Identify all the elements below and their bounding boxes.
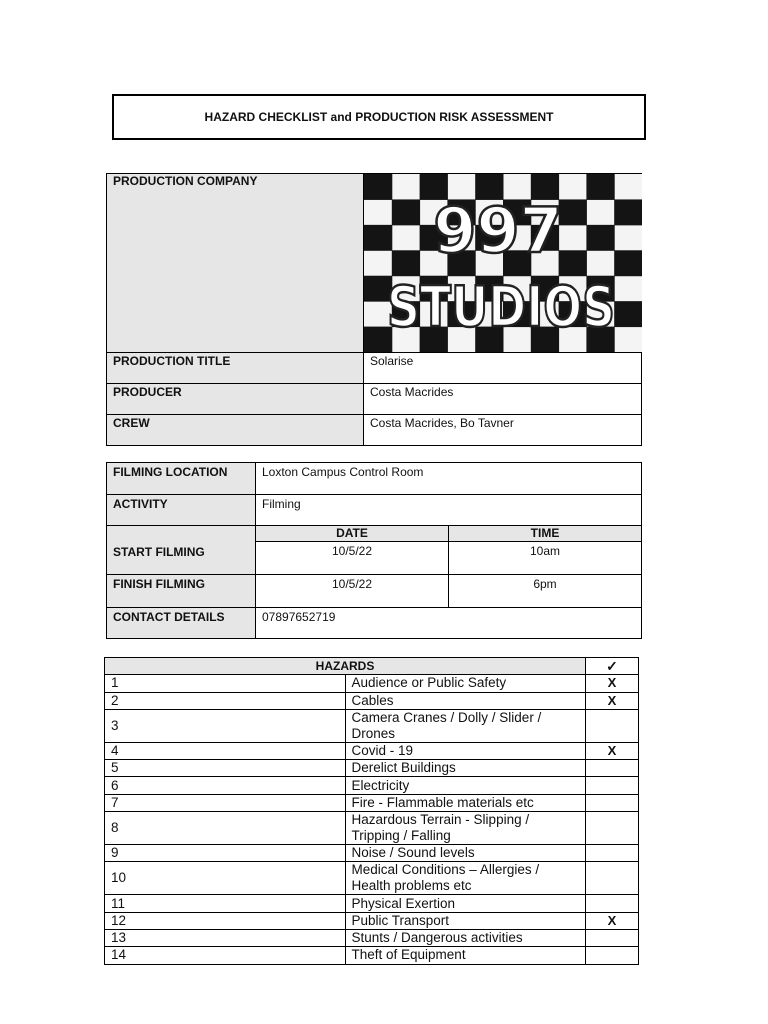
filming-location-value: Loxton Campus Control Room [256, 463, 642, 495]
hazard-number: 8 [105, 812, 346, 845]
hazard-row [105, 777, 639, 794]
filming-location-label: FILMING LOCATION [107, 463, 256, 495]
contact-details-value: 07897652719 [256, 608, 642, 639]
logo-checker-square [614, 199, 642, 225]
hazard-name: Covid - 19 [345, 742, 586, 759]
production-title-label: PRODUCTION TITLE [107, 353, 364, 384]
production-title-value: Solarise [364, 353, 642, 384]
hazard-row [105, 709, 639, 742]
document-title: HAZARD CHECKLIST and PRODUCTION RISK ASSESSMENT [112, 94, 646, 140]
hazard-row [105, 742, 639, 759]
hazard-row [105, 845, 639, 862]
hazard-name: Fire - Flammable materials etc [345, 794, 586, 811]
logo-checker-square [364, 225, 392, 251]
hazard-row [105, 760, 639, 777]
hazard-row [105, 895, 639, 912]
finish-filming-label: FINISH FILMING [107, 575, 256, 608]
hazard-row [105, 812, 639, 845]
hazard-row [105, 692, 639, 709]
hazard-name: Physical Exertion [345, 895, 586, 912]
hazard-check-mark [586, 947, 639, 964]
finish-date-value: 10/5/22 [256, 575, 449, 608]
crew-label: CREW [107, 415, 364, 446]
hazard-check-mark: X [586, 692, 639, 709]
hazard-check-mark [586, 862, 639, 895]
hazard-row [105, 675, 639, 692]
logo-checker-square [364, 174, 392, 200]
check-header-icon: ✓ [586, 658, 639, 675]
studio-logo [364, 174, 642, 352]
logo-text-studios: STUDIOS [387, 275, 615, 340]
crew-value: Costa Macrides, Bo Tavner [364, 415, 642, 446]
hazard-check-mark [586, 760, 639, 777]
logo-checker-square [559, 199, 587, 225]
hazard-name: Hazardous Terrain - Slipping / Tripping / Falling [345, 812, 586, 845]
hazard-name: Cables [345, 692, 586, 709]
activity-value: Filming [256, 495, 642, 526]
hazard-check-mark [586, 929, 639, 946]
hazard-row [105, 947, 639, 964]
hazard-name: Public Transport [345, 912, 586, 929]
logo-checker-square [614, 301, 642, 327]
hazard-check-mark [586, 895, 639, 912]
contact-details-label: CONTACT DETAILS [107, 608, 256, 639]
hazard-number: 4 [105, 742, 346, 759]
hazard-check-mark [586, 845, 639, 862]
logo-checker-square [392, 199, 420, 225]
time-header: TIME [449, 526, 642, 542]
hazard-name: Camera Cranes / Dolly / Slider / Drones [345, 709, 586, 742]
hazard-check-mark [586, 777, 639, 794]
hazard-check-mark [586, 709, 639, 742]
start-filming-text: START FILMING [113, 545, 205, 559]
start-time-value: 10am [449, 542, 642, 575]
hazard-number: 10 [105, 862, 346, 895]
hazards-table [104, 657, 639, 965]
logo-text-997: 997 [433, 194, 563, 267]
hazard-number: 12 [105, 912, 346, 929]
finish-time-value: 6pm [449, 575, 642, 608]
hazard-number: 11 [105, 895, 346, 912]
hazards-header: HAZARDS [105, 658, 586, 675]
filming-table [106, 462, 642, 639]
date-header: DATE [256, 526, 449, 542]
hazard-row [105, 862, 639, 895]
hazard-number: 3 [105, 709, 346, 742]
hazard-row [105, 929, 639, 946]
start-filming-label [107, 526, 256, 575]
hazard-number: 14 [105, 947, 346, 964]
hazard-number: 6 [105, 777, 346, 794]
hazard-check-mark [586, 812, 639, 845]
hazard-row [105, 794, 639, 811]
hazard-number: 2 [105, 692, 346, 709]
hazard-name: Audience or Public Safety [345, 675, 586, 692]
logo-checker-square [392, 250, 420, 276]
hazard-number: 7 [105, 794, 346, 811]
hazard-number: 5 [105, 760, 346, 777]
production-table [106, 173, 642, 446]
activity-label: ACTIVITY [107, 495, 256, 526]
hazard-name: Medical Conditions – Allergies / Health problems etc [345, 862, 586, 895]
production-company-label: PRODUCTION COMPANY [107, 174, 364, 353]
hazard-name: Theft of Equipment [345, 947, 586, 964]
hazard-name: Stunts / Dangerous activities [345, 929, 586, 946]
hazard-check-mark: X [586, 742, 639, 759]
hazard-check-mark: X [586, 675, 639, 692]
producer-label: PRODUCER [107, 384, 364, 415]
hazard-number: 13 [105, 929, 346, 946]
hazard-number: 9 [105, 845, 346, 862]
logo-checker-square [559, 250, 587, 276]
start-date-value: 10/5/22 [256, 542, 449, 575]
hazard-name: Noise / Sound levels [345, 845, 586, 862]
hazard-check-mark [586, 794, 639, 811]
hazard-number: 1 [105, 675, 346, 692]
producer-value: Costa Macrides [364, 384, 642, 415]
logo-checker-square [614, 250, 642, 276]
production-company-logo [364, 174, 642, 353]
hazard-check-mark: X [586, 912, 639, 929]
logo-checker-square [586, 225, 614, 251]
hazard-name: Derelict Buildings [345, 760, 586, 777]
logo-checker-square [586, 174, 614, 200]
hazard-name: Electricity [345, 777, 586, 794]
hazard-row [105, 912, 639, 929]
